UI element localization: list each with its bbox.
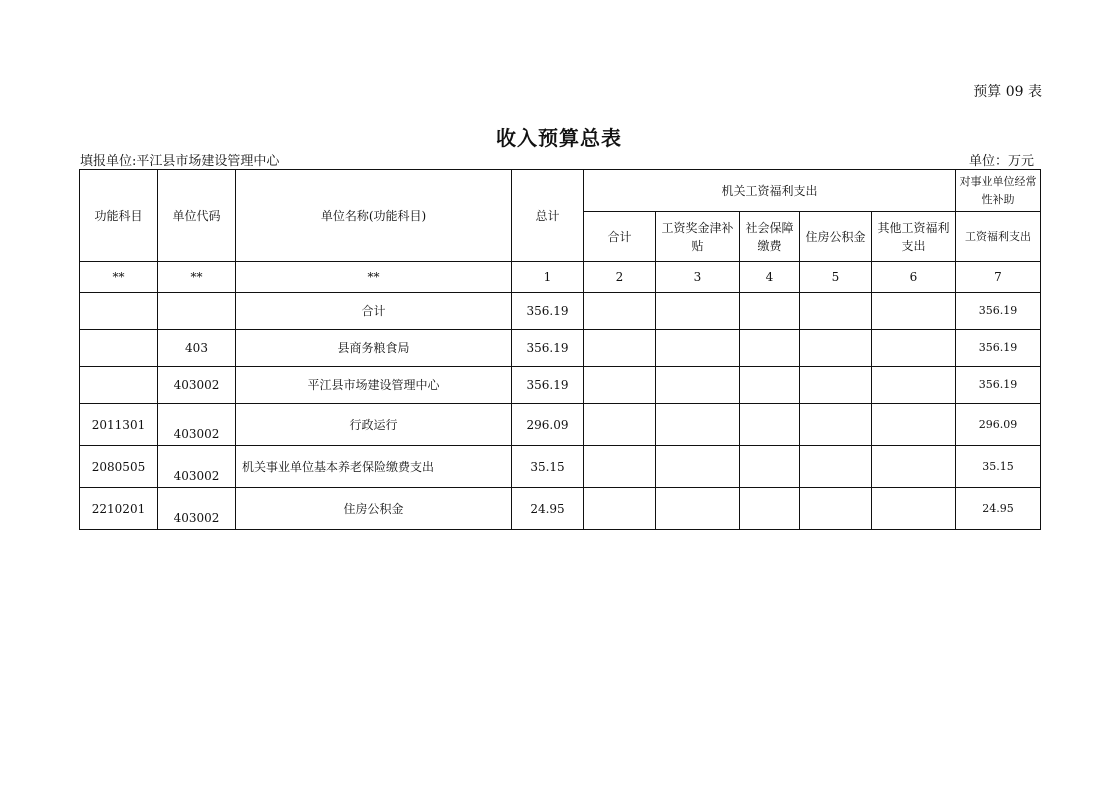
total-cell: 356.19 [512,367,584,404]
total-cell: 24.95 [512,488,584,530]
housing-fund-cell [800,330,872,367]
total-cell: 356.19 [512,293,584,330]
unit-name-cell: 合计 [236,293,512,330]
index-cell: 4 [740,262,800,293]
header-unit-name: 单位名称(功能科目) [236,170,512,262]
header-salary-bonus: 工资奖金津补贴 [656,212,740,262]
header-housing-fund: 住房公积金 [800,212,872,262]
budget-table [79,169,1041,530]
header-subsidy-group: 对事业单位经常性补助 [956,170,1041,212]
social-security-cell [740,446,800,488]
sub-total-cell [584,330,656,367]
table-row [80,293,1041,330]
page-title: 收入预算总表 [496,126,622,150]
subsidy-salary-cell: 356.19 [956,367,1041,404]
sub-total-cell [584,488,656,530]
subsidy-salary-cell: 356.19 [956,330,1041,367]
unit-name-cell: 行政运行 [236,404,512,446]
index-cell: 1 [512,262,584,293]
table-row [80,367,1041,404]
housing-fund-cell [800,293,872,330]
other-welfare-cell [872,446,956,488]
index-cell: ** [236,262,512,293]
table-row [80,404,1041,446]
header-other-welfare: 其他工资福利支出 [872,212,956,262]
table-row [80,488,1041,530]
header-social-security: 社会保障缴费 [740,212,800,262]
housing-fund-cell [800,367,872,404]
func-subject-cell: 2210201 [80,488,158,530]
other-welfare-cell [872,367,956,404]
housing-fund-cell [800,446,872,488]
salary-bonus-cell [656,367,740,404]
index-cell: 6 [872,262,956,293]
social-security-cell [740,293,800,330]
currency-unit: 单位：万元 [968,154,1034,169]
other-welfare-cell [872,293,956,330]
other-welfare-cell [872,404,956,446]
subsidy-salary-cell: 24.95 [956,488,1041,530]
func-subject-cell: 2011301 [80,404,158,446]
func-subject-cell [80,293,158,330]
index-cell: ** [80,262,158,293]
func-subject-cell [80,367,158,404]
form-number: 预算 09 表 [973,84,1042,100]
unit-name-cell: 平江县市场建设管理中心 [236,367,512,404]
total-cell: 296.09 [512,404,584,446]
social-security-cell [740,488,800,530]
table-row [80,330,1041,367]
unit-code-cell: 403002 [158,367,236,404]
unit-name-cell: 住房公积金 [236,488,512,530]
subsidy-salary-cell: 356.19 [956,293,1041,330]
filler-unit: 填报单位:平江县市场建设管理中心 [80,154,280,169]
index-cell: 7 [956,262,1041,293]
header-total: 总计 [512,170,584,262]
table-row [80,446,1041,488]
index-cell: 2 [584,262,656,293]
sub-total-cell [584,404,656,446]
salary-bonus-cell [656,488,740,530]
subsidy-salary-cell: 296.09 [956,404,1041,446]
housing-fund-cell [800,488,872,530]
unit-name-cell: 县商务粮食局 [236,330,512,367]
unit-code-cell: 403002 [158,404,236,446]
header-org-group: 机关工资福利支出 [584,170,956,212]
index-cell: ** [158,262,236,293]
header-sub-total: 合计 [584,212,656,262]
unit-code-cell: 403002 [158,446,236,488]
sub-total-cell [584,293,656,330]
salary-bonus-cell [656,404,740,446]
social-security-cell [740,367,800,404]
salary-bonus-cell [656,293,740,330]
salary-bonus-cell [656,446,740,488]
header-subsidy-salary: 工资福利支出 [956,212,1041,262]
total-cell: 35.15 [512,446,584,488]
other-welfare-cell [872,330,956,367]
unit-code-cell: 403002 [158,488,236,530]
index-cell: 3 [656,262,740,293]
func-subject-cell: 2080505 [80,446,158,488]
unit-name-cell: 机关事业单位基本养老保险缴费支出 [236,446,512,488]
housing-fund-cell [800,404,872,446]
social-security-cell [740,330,800,367]
sub-total-cell [584,446,656,488]
subsidy-salary-cell: 35.15 [956,446,1041,488]
other-welfare-cell [872,488,956,530]
func-subject-cell [80,330,158,367]
sub-total-cell [584,367,656,404]
header-func-subject: 功能科目 [80,170,158,262]
social-security-cell [740,404,800,446]
unit-code-cell: 403 [158,330,236,367]
salary-bonus-cell [656,330,740,367]
header-unit-code: 单位代码 [158,170,236,262]
unit-code-cell [158,293,236,330]
index-cell: 5 [800,262,872,293]
total-cell: 356.19 [512,330,584,367]
